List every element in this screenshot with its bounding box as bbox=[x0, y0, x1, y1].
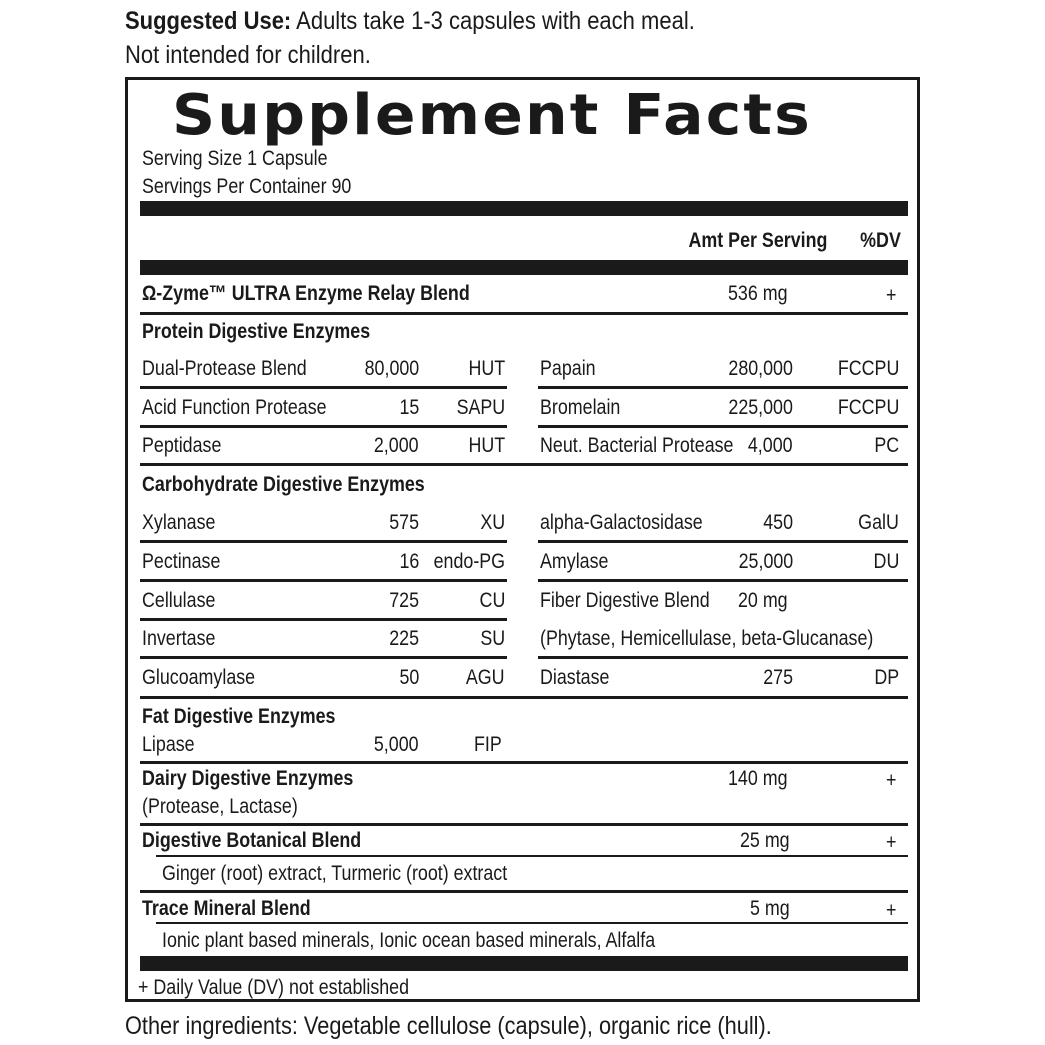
carb-heading: Carbohydrate Digestive Enzymes bbox=[142, 473, 425, 496]
main-blend-name: Ω-Zyme™ ULTRA Enzyme Relay Blend bbox=[142, 282, 470, 305]
main-blend-amount: 536 mg bbox=[728, 282, 788, 305]
enzyme-name: Amylase bbox=[540, 550, 609, 573]
divider bbox=[538, 579, 908, 582]
enzyme-name: Dual-Protease Blend bbox=[142, 357, 307, 380]
enzyme-unit: endo-PG bbox=[433, 550, 505, 573]
enzyme-name: Neut. Bacterial Protease bbox=[540, 434, 734, 457]
enzyme-unit: GalU bbox=[858, 511, 899, 534]
divider bbox=[538, 386, 908, 389]
enzyme-amount: 450 bbox=[763, 511, 793, 534]
enzyme-name: Peptidase bbox=[142, 434, 222, 457]
mineral-dv: + bbox=[886, 899, 897, 922]
suggested-use bbox=[125, 4, 695, 72]
enzyme-amount: 280,000 bbox=[728, 357, 793, 380]
suggested-use-label: Suggested Use: bbox=[125, 7, 292, 35]
supplement-facts-panel bbox=[125, 77, 920, 1002]
facts-title: Supplement Facts bbox=[172, 83, 812, 148]
suggested-use-warning: Not intended for children. bbox=[125, 41, 371, 69]
enzyme-amount: 2,000 bbox=[374, 434, 419, 457]
divider bbox=[538, 656, 908, 659]
dv-header: %DV bbox=[860, 229, 901, 252]
enzyme-amount: 15 bbox=[399, 396, 419, 419]
divider bbox=[140, 823, 908, 826]
mineral-name: Trace Mineral Blend bbox=[142, 897, 311, 920]
divider bbox=[140, 890, 908, 893]
main-blend-dv: + bbox=[886, 284, 897, 307]
divider bbox=[140, 761, 908, 764]
other-ingredients: Other ingredients: Vegetable cellulose (capsule), organic rice (hull). bbox=[125, 1012, 772, 1040]
thick-divider bbox=[140, 201, 908, 216]
enzyme-name: Papain bbox=[540, 357, 596, 380]
enzyme-amount: 80,000 bbox=[364, 357, 419, 380]
botanical-dv: + bbox=[886, 831, 897, 854]
enzyme-unit: PC bbox=[874, 434, 899, 457]
enzyme-unit: SAPU bbox=[456, 396, 505, 419]
enzyme-subtext: (Phytase, Hemicellulase, beta-Glucanase) bbox=[540, 627, 874, 650]
enzyme-name: Glucoamylase bbox=[142, 666, 256, 689]
enzyme-amount: 4,000 bbox=[748, 434, 793, 457]
enzyme-amount: 275 bbox=[763, 666, 793, 689]
mineral-subtext: Ionic plant based minerals, Ionic ocean based minerals, Alfalfa bbox=[162, 929, 656, 952]
enzyme-amount: 5,000 bbox=[374, 733, 419, 756]
dairy-dv: + bbox=[886, 769, 897, 792]
enzyme-amount: 225 bbox=[389, 627, 419, 650]
enzyme-unit: DU bbox=[873, 550, 899, 573]
enzyme-unit: FIP bbox=[474, 733, 502, 756]
enzyme-name: Lipase bbox=[142, 733, 195, 756]
enzyme-unit: AGU bbox=[466, 666, 505, 689]
enzyme-unit: DP bbox=[874, 666, 899, 689]
dairy-amount: 140 mg bbox=[728, 767, 788, 790]
enzyme-name: Cellulase bbox=[142, 589, 216, 612]
enzyme-unit: SU bbox=[480, 627, 505, 650]
protein-heading: Protein Digestive Enzymes bbox=[142, 320, 371, 343]
botanical-name: Digestive Botanical Blend bbox=[142, 829, 362, 852]
divider bbox=[156, 922, 908, 924]
enzyme-unit: XU bbox=[480, 511, 505, 534]
enzyme-unit: FCCPU bbox=[837, 396, 899, 419]
amount-header: Amt Per Serving bbox=[688, 229, 827, 252]
enzyme-amount: 725 bbox=[389, 589, 419, 612]
divider bbox=[140, 618, 507, 621]
thick-divider bbox=[140, 260, 908, 275]
divider bbox=[140, 656, 507, 659]
enzyme-unit: HUT bbox=[468, 357, 505, 380]
footnote: + Daily Value (DV) not established bbox=[138, 976, 410, 999]
botanical-subtext: Ginger (root) extract, Turmeric (root) extract bbox=[162, 862, 508, 885]
enzyme-amount: 575 bbox=[389, 511, 419, 534]
servings-per-container: Servings Per Container 90 bbox=[142, 175, 352, 198]
enzyme-amount: 50 bbox=[399, 666, 419, 689]
enzyme-name: Fiber Digestive Blend bbox=[540, 589, 710, 612]
enzyme-name: Acid Function Protease bbox=[142, 396, 327, 419]
enzyme-amount: 25,000 bbox=[738, 550, 793, 573]
enzyme-name: alpha-Galactosidase bbox=[540, 511, 703, 534]
botanical-amount: 25 mg bbox=[740, 829, 790, 852]
thick-divider bbox=[140, 956, 908, 971]
enzyme-name: Xylanase bbox=[142, 511, 216, 534]
enzyme-amount: 20 mg bbox=[738, 589, 788, 612]
divider bbox=[140, 579, 507, 582]
divider bbox=[140, 540, 507, 543]
divider bbox=[140, 463, 908, 466]
enzyme-name: Bromelain bbox=[540, 396, 621, 419]
enzyme-name: Invertase bbox=[142, 627, 216, 650]
mineral-amount: 5 mg bbox=[750, 897, 790, 920]
enzyme-unit: CU bbox=[479, 589, 505, 612]
dairy-name: Dairy Digestive Enzymes bbox=[142, 767, 354, 790]
fat-heading: Fat Digestive Enzymes bbox=[142, 705, 336, 728]
enzyme-unit: HUT bbox=[468, 434, 505, 457]
divider bbox=[538, 425, 908, 428]
enzyme-amount: 16 bbox=[399, 550, 419, 573]
dairy-subtext: (Protease, Lactase) bbox=[142, 795, 298, 818]
divider bbox=[156, 855, 908, 857]
suggested-use-text: Adults take 1-3 capsules with each meal. bbox=[291, 7, 695, 35]
enzyme-amount: 225,000 bbox=[728, 396, 793, 419]
enzyme-unit: FCCPU bbox=[837, 357, 899, 380]
divider bbox=[140, 425, 507, 428]
divider bbox=[140, 386, 507, 389]
enzyme-name: Diastase bbox=[540, 666, 610, 689]
divider bbox=[140, 312, 908, 315]
serving-size: Serving Size 1 Capsule bbox=[142, 147, 328, 170]
divider bbox=[538, 540, 908, 543]
divider bbox=[140, 696, 908, 699]
enzyme-name: Pectinase bbox=[142, 550, 221, 573]
